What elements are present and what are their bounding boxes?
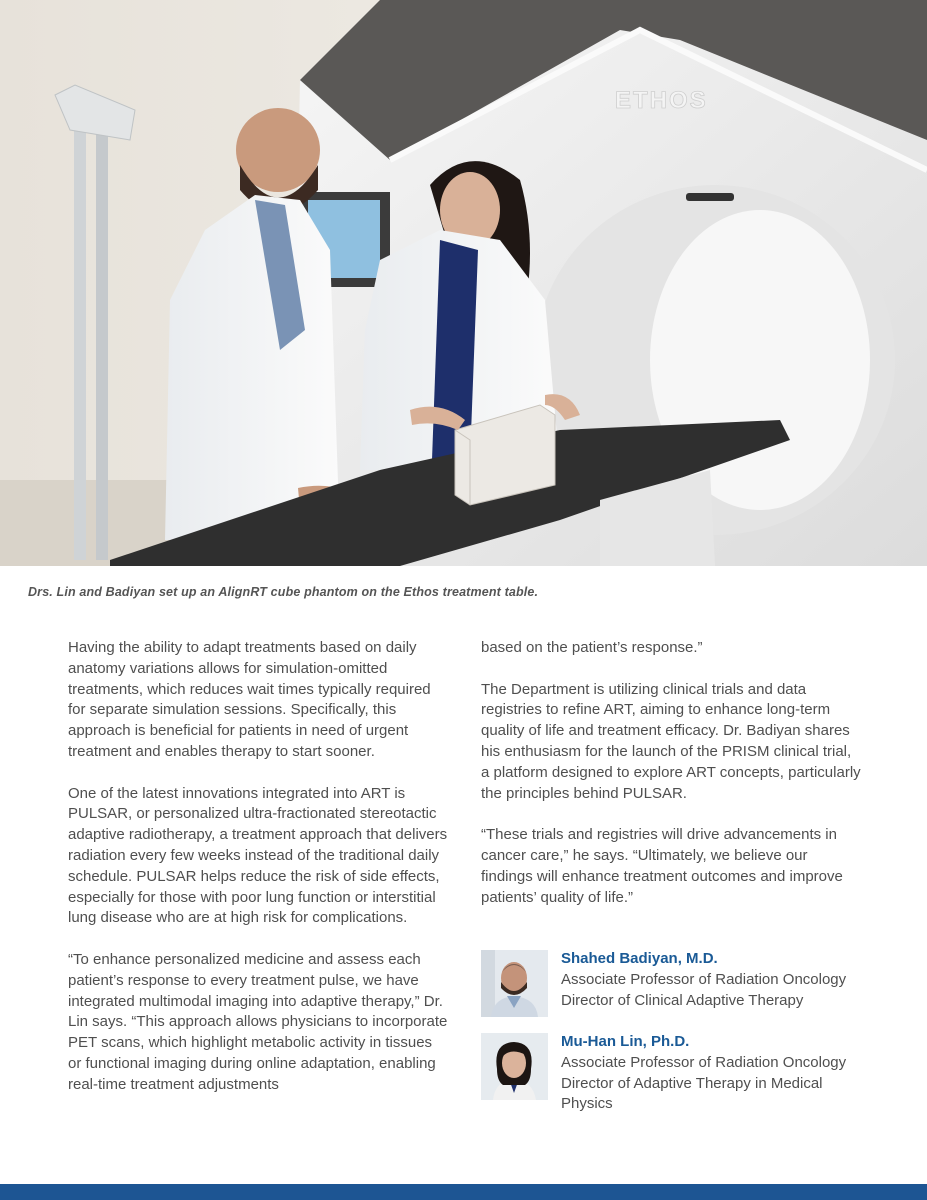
machine-label: ETHOS bbox=[615, 87, 708, 114]
profile-title: Associate Professor of Radiation Oncology bbox=[561, 970, 847, 988]
paragraph: “To enhance personalized medicine and assess each patient’s response to every treatment pulse, we have integrated multimodal imaging into adaptive therapy,” Dr. Lin says. “This approach allows physicians to incorporate PET scans, which highlight metabolic activity in tissues or functional imaging during online adaptation, enabling real-time treatment adjustments bbox=[68, 950, 448, 1093]
profile-badiyan bbox=[481, 950, 881, 1020]
profile-name: Mu-Han Lin, Ph.D. bbox=[561, 1033, 690, 1050]
article-left-column bbox=[68, 638, 448, 1116]
article-right-column bbox=[481, 638, 861, 929]
profile-name: Shahed Badiyan, M.D. bbox=[561, 950, 718, 967]
paragraph: based on the patient’s response.” bbox=[481, 639, 703, 656]
profile-title: Director of Clinical Adaptive Therapy bbox=[561, 991, 804, 1009]
profile-title: Director of Adaptive Therapy in Medical Physics bbox=[561, 1074, 823, 1113]
profile-info bbox=[561, 1032, 851, 1115]
profile-lin bbox=[481, 1033, 881, 1113]
avatar bbox=[481, 1033, 548, 1100]
paragraph: “These trials and registries will drive advancements in cancer care,” he says. “Ultimately, we believe our findings will enhance treatment outcomes and improve patients’ quality of life.” bbox=[481, 826, 843, 906]
paragraph: Having the ability to adapt treatments based on daily anatomy variations allows for simulation-omitted treatments, which reduces wait times typically required for separate simulation sessions. Specifically, this approach is beneficial for patients in need of urgent treatment and enables therapy to start sooner. bbox=[68, 639, 431, 760]
profile-info bbox=[561, 949, 846, 1011]
footer-bar bbox=[0, 1184, 927, 1200]
hero-photo bbox=[0, 0, 927, 566]
paragraph: The Department is utilizing clinical trials and data registries to refine ART, aiming to enhance long-term quality of life and treatment efficacy. Dr. Badiyan shares his enthusiasm for the launch of the PRISM clinical trial, a platform designed to explore ART concepts, particularly the principles behind PULSAR. bbox=[481, 680, 861, 802]
paragraph: One of the latest innovations integrated into ART is PULSAR, or personalized ultra-fractionated stereotactic adaptive radiotherapy, a treatment approach that delivers radiation every few weeks instead of the traditional daily schedule. PULSAR helps reduce the risk of side effects, especially for those with poor lung function or interstitial lung disease who are at high risk for complications. bbox=[68, 784, 448, 927]
photo-caption: Drs. Lin and Badiyan set up an AlignRT cube phantom on the Ethos treatment table. bbox=[28, 585, 539, 599]
avatar bbox=[481, 950, 548, 1017]
profile-title: Associate Professor of Radiation Oncology bbox=[561, 1053, 847, 1071]
